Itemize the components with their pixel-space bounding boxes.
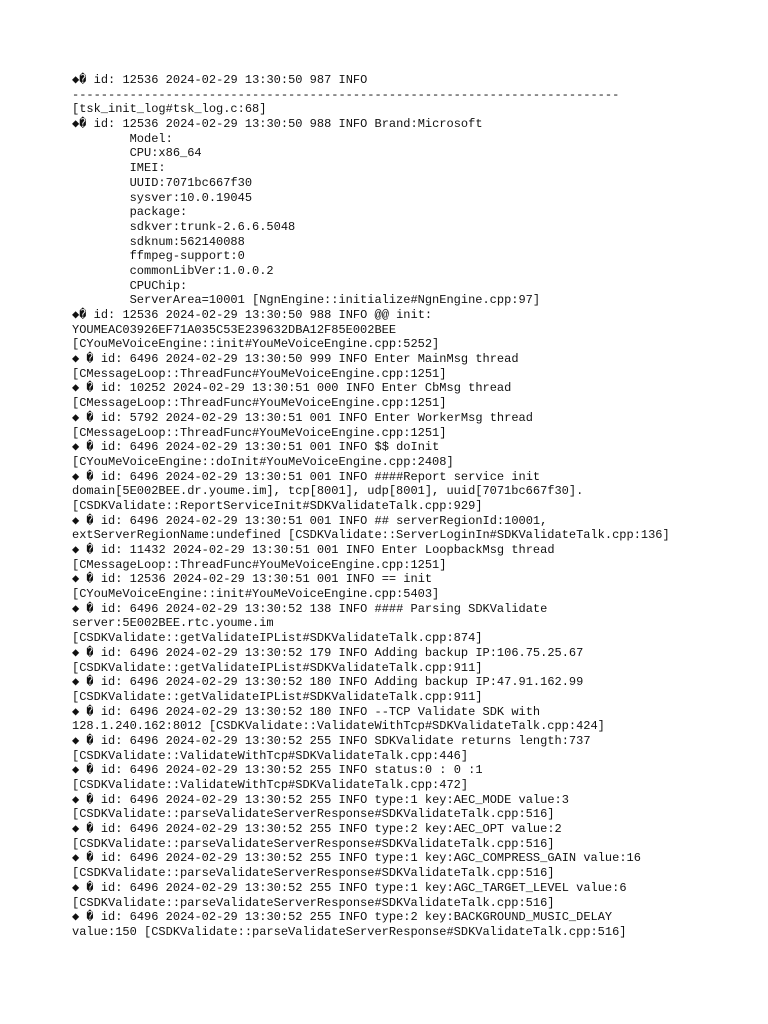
- log-line: [CMessageLoop::ThreadFunc#YouMeVoiceEngine.cpp:1251]: [72, 557, 447, 572]
- log-line: ◆ � id: 6496 2024-02-29 13:30:51 001 INFO ## serverRegionId:10001,: [72, 513, 548, 528]
- log-line: [CYouMeVoiceEngine::init#YouMeVoiceEngine.cpp:5252]: [72, 337, 440, 352]
- log-line: [CMessageLoop::ThreadFunc#YouMeVoiceEngine.cpp:1251]: [72, 396, 447, 411]
- log-line: [CMessageLoop::ThreadFunc#YouMeVoiceEngine.cpp:1251]: [72, 425, 447, 440]
- log-line: ◆� id: 12536 2024-02-29 13:30:50 988 INFO Brand:Microsoft: [72, 117, 483, 132]
- log-line: YOUMEAC03926EF71A035C53E239632DBA12F85E002BEE: [72, 322, 397, 337]
- log-line: ◆ � id: 6496 2024-02-29 13:30:52 180 INFO --TCP Validate SDK with: [72, 704, 541, 719]
- log-line: ◆ � id: 11432 2024-02-29 13:30:51 001 INFO Enter LoopbackMsg thread: [72, 543, 555, 557]
- log-text: [72, 73, 712, 940]
- log-line: ◆ � id: 10252 2024-02-29 13:30:51 000 INFO Enter CbMsg thread: [72, 381, 512, 396]
- log-line: package:: [72, 205, 188, 220]
- log-line: [CYouMeVoiceEngine::doInit#YouMeVoiceEngine.cpp:2408]: [72, 454, 454, 469]
- log-line: [CSDKValidate::ValidateWithTcp#SDKValidateTalk.cpp:472]: [72, 778, 469, 792]
- log-line: IMEI:: [72, 161, 166, 176]
- log-line: [CSDKValidate::ValidateWithTcp#SDKValidateTalk.cpp:446]: [72, 748, 469, 763]
- log-line: sysver:10.0.19045: [72, 190, 253, 205]
- log-line: ◆ � id: 6496 2024-02-29 13:30:51 001 INFO $$ doInit: [72, 440, 440, 455]
- log-line: ----------------------------------------------------------------------------: [72, 87, 620, 102]
- log-line: [CSDKValidate::ReportServiceInit#SDKValidateTalk.cpp:929]: [72, 498, 483, 513]
- log-line: ServerArea=10001 [NgnEngine::initialize#NgnEngine.cpp:97]: [72, 293, 541, 308]
- log-line: [CSDKValidate::parseValidateServerResponse#SDKValidateTalk.cpp:516]: [72, 807, 555, 822]
- log-line: ◆ � id: 6496 2024-02-29 13:30:52 255 INFO type:2 key:BACKGROUND_MUSIC_DELAY: [72, 910, 613, 925]
- log-line: ◆ � id: 6496 2024-02-29 13:30:52 138 INFO #### Parsing SDKValidate: [72, 601, 548, 616]
- log-line: UUID:7071bc667f30: [72, 175, 253, 190]
- log-line: CPUChip:: [72, 278, 188, 293]
- log-line: ◆ � id: 6496 2024-02-29 13:30:52 255 INFO type:2 key:AEC_OPT value:2: [72, 822, 562, 837]
- log-line: ◆ � id: 6496 2024-02-29 13:30:52 255 INFO status:0 : 0 :1: [72, 763, 483, 778]
- log-line: [CSDKValidate::getValidateIPList#SDKValidateTalk.cpp:911]: [72, 689, 483, 704]
- log-line: [CSDKValidate::parseValidateServerResponse#SDKValidateTalk.cpp:516]: [72, 866, 555, 881]
- log-line: Model:: [72, 131, 173, 146]
- log-line: [CSDKValidate::parseValidateServerResponse#SDKValidateTalk.cpp:516]: [72, 836, 555, 851]
- log-line: server:5E002BEE.rtc.youme.im: [72, 616, 274, 631]
- log-line: ffmpeg-support:0: [72, 249, 245, 264]
- log-line: [CYouMeVoiceEngine::init#YouMeVoiceEngine.cpp:5403]: [72, 587, 440, 602]
- log-line: ◆ � id: 6496 2024-02-29 13:30:51 001 INFO ####Report service init: [72, 469, 541, 484]
- log-line: domain[5E002BEE.dr.youme.im], tcp[8001], udp[8001], uuid[7071bc667f30].: [72, 484, 584, 499]
- log-line: [tsk_init_log#tsk_log.c:68]: [72, 102, 267, 117]
- log-line: ◆ � id: 5792 2024-02-29 13:30:51 001 INFO Enter WorkerMsg thread: [72, 410, 533, 425]
- log-line: sdknum:562140088: [72, 234, 245, 249]
- log-line: ◆� id: 12536 2024-02-29 13:30:50 988 INFO @@ init:: [72, 308, 433, 322]
- log-line: [CSDKValidate::parseValidateServerResponse#SDKValidateTalk.cpp:516]: [72, 895, 555, 910]
- log-line: 128.1.240.162:8012 [CSDKValidate::ValidateWithTcp#SDKValidateTalk.cpp:424]: [72, 719, 605, 734]
- log-line: ◆ � id: 6496 2024-02-29 13:30:52 255 INFO type:1 key:AGC_TARGET_LEVEL value:6: [72, 880, 627, 895]
- log-line: ◆ � id: 12536 2024-02-29 13:30:51 001 INFO == init: [72, 572, 433, 587]
- log-line: ◆ � id: 6496 2024-02-29 13:30:52 255 INFO type:1 key:AGC_COMPRESS_GAIN value:16: [72, 851, 641, 866]
- log-line: [CSDKValidate::getValidateIPList#SDKValidateTalk.cpp:911]: [72, 660, 483, 675]
- log-line: ◆ � id: 6496 2024-02-29 13:30:52 180 INFO Adding backup IP:47.91.162.99: [72, 675, 584, 690]
- log-line: value:150 [CSDKValidate::parseValidateServerResponse#SDKValidateTalk.cpp:516]: [72, 924, 627, 939]
- log-line: [CMessageLoop::ThreadFunc#YouMeVoiceEngine.cpp:1251]: [72, 366, 447, 381]
- log-line: sdkver:trunk-2.6.6.5048: [72, 219, 296, 234]
- log-line: ◆ � id: 6496 2024-02-29 13:30:50 999 INFO Enter MainMsg thread: [72, 352, 519, 367]
- log-line: CPU:x86_64: [72, 146, 202, 161]
- log-line: extServerRegionName:undefined [CSDKValidate::ServerLoginIn#SDKValidateTalk.cpp:136]: [72, 528, 670, 543]
- log-line: ◆ � id: 6496 2024-02-29 13:30:52 255 INFO type:1 key:AEC_MODE value:3: [72, 792, 569, 807]
- log-line: ◆� id: 12536 2024-02-29 13:30:50 987 INFO: [72, 73, 368, 87]
- log-line: ◆ � id: 6496 2024-02-29 13:30:52 255 INFO SDKValidate returns length:737: [72, 733, 591, 748]
- log-line: [CSDKValidate::getValidateIPList#SDKValidateTalk.cpp:874]: [72, 631, 483, 646]
- log-line: commonLibVer:1.0.0.2: [72, 263, 274, 278]
- log-line: ◆ � id: 6496 2024-02-29 13:30:52 179 INFO Adding backup IP:106.75.25.67: [72, 645, 584, 660]
